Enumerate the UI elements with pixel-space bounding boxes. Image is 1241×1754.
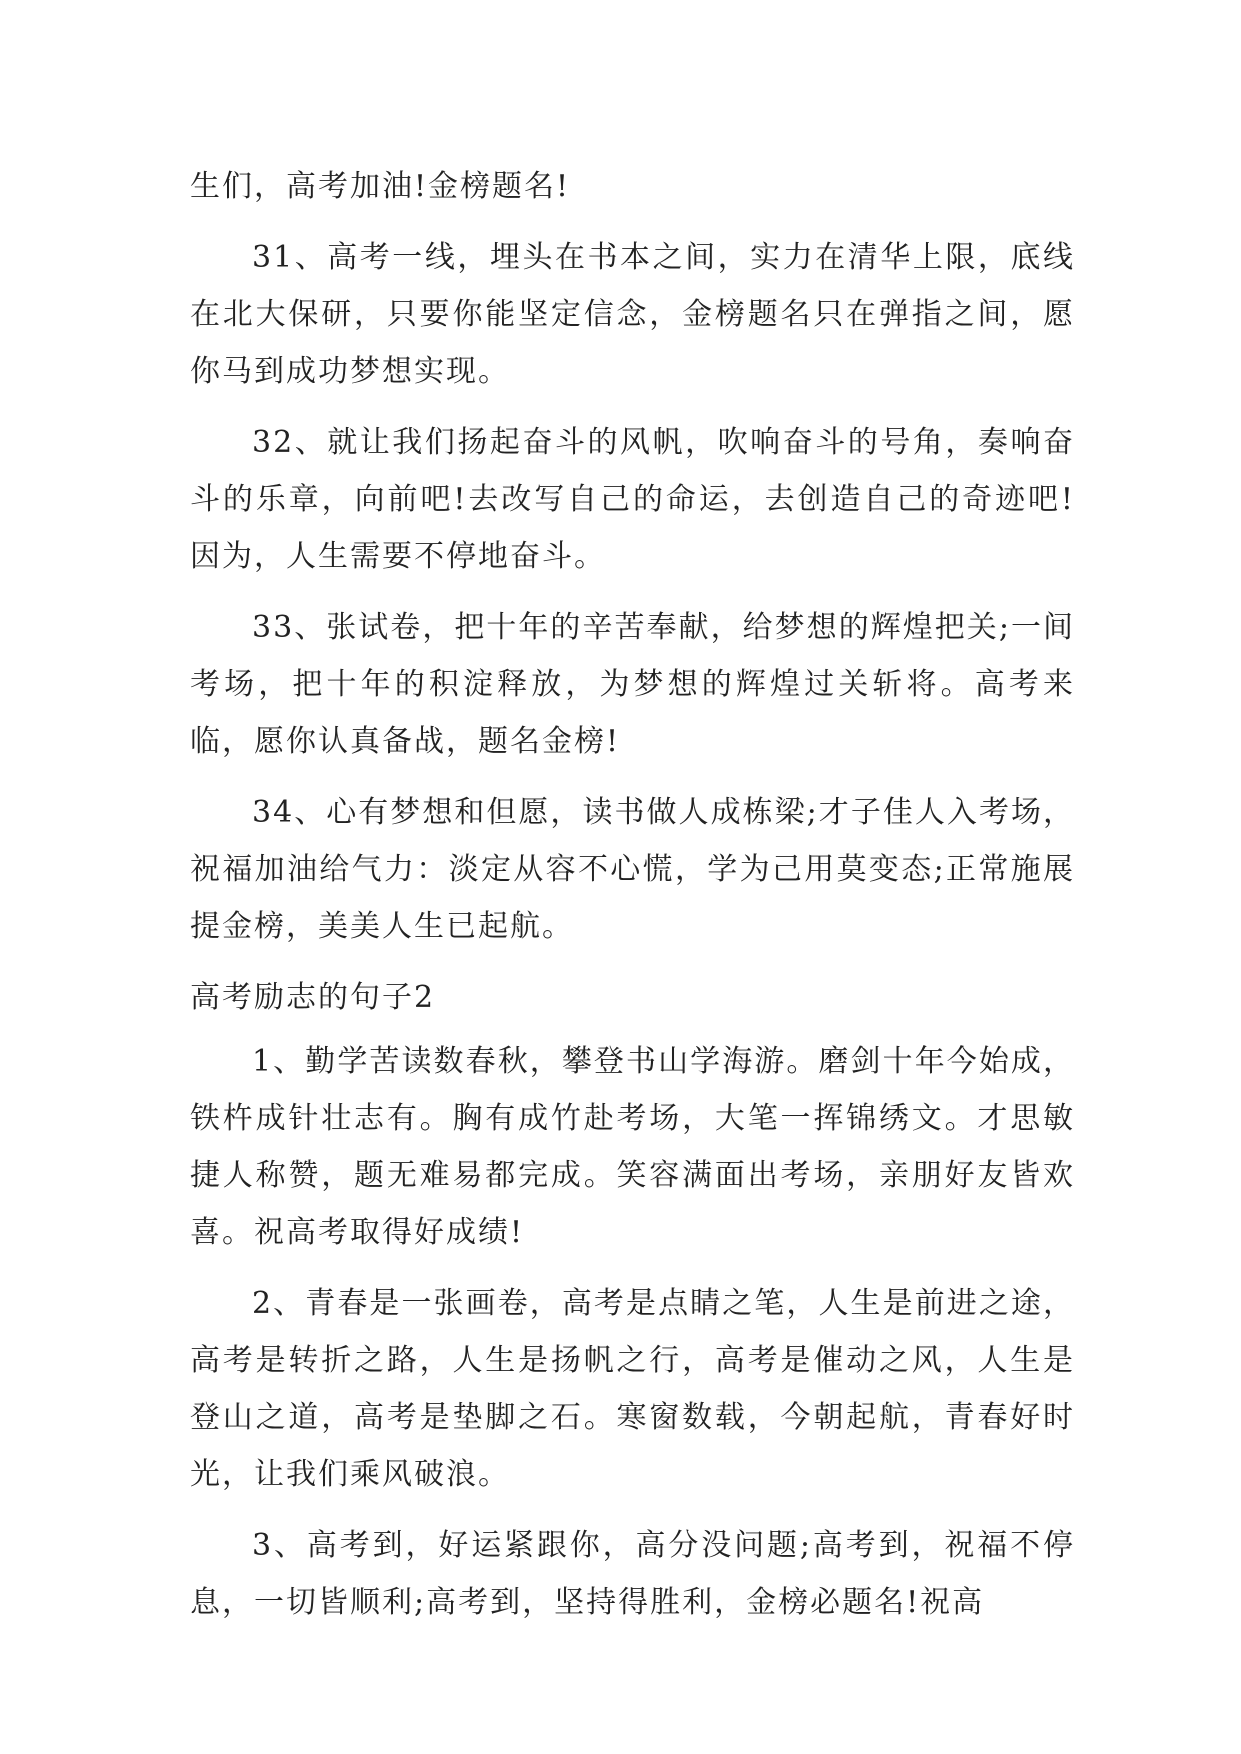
paragraph-34: 34、心有梦想和但愿，读书做人成栋梁;才子佳人入考场，祝福加油给气力：淡定从容不心慌，学为己用莫变态;正常施展提金榜，美美人生已起航。	[190, 795, 1075, 944]
document-body	[190, 158, 1075, 1645]
section-paragraph-3: 3、高考到，好运紧跟你，高分没问题;高考到，祝福不停息，一切皆顺利;高考到，坚持得胜利，金榜必题名!祝高	[190, 1528, 1075, 1620]
paragraph-32: 32、就让我们扬起奋斗的风帆，吹响奋斗的号角，奏响奋斗的乐章，向前吧!去改写自己的命运，去创造自己的奇迹吧!因为，人生需要不停地奋斗。	[190, 425, 1075, 574]
paragraph-continued: 生们，高考加油!金榜题名!	[190, 169, 571, 204]
paragraph-31: 31、高考一线，埋头在书本之间，实力在清华上限，底线在北大保研，只要你能坚定信念，金榜题名只在弹指之间，愿你马到成功梦想实现。	[190, 240, 1075, 389]
section-paragraph-1: 1、勤学苦读数春秋，攀登书山学海游。磨剑十年今始成，铁杵成针壮志有。胸有成竹赴考场，大笔一挥锦绣文。才思敏捷人称赞，题无难易都完成。笑容满面出考场，亲朋好友皆欢喜。祝高考取得好成绩!	[190, 1044, 1075, 1250]
section-paragraph-2: 2、青春是一张画卷，高考是点睛之笔，人生是前进之途，高考是转折之路，人生是扬帆之行，高考是催动之风，人生是登山之道，高考是垫脚之石。寒窗数载，今朝起航，青春好时光，让我们乘风破浪。	[190, 1286, 1075, 1492]
paragraph-33: 33、张试卷，把十年的辛苦奉献，给梦想的辉煌把关;一间考场，把十年的积淀释放，为梦想的辉煌过关斩将。高考来临，愿你认真备战，题名金榜!	[190, 610, 1075, 759]
section-heading: 高考励志的句子2	[190, 980, 436, 1015]
